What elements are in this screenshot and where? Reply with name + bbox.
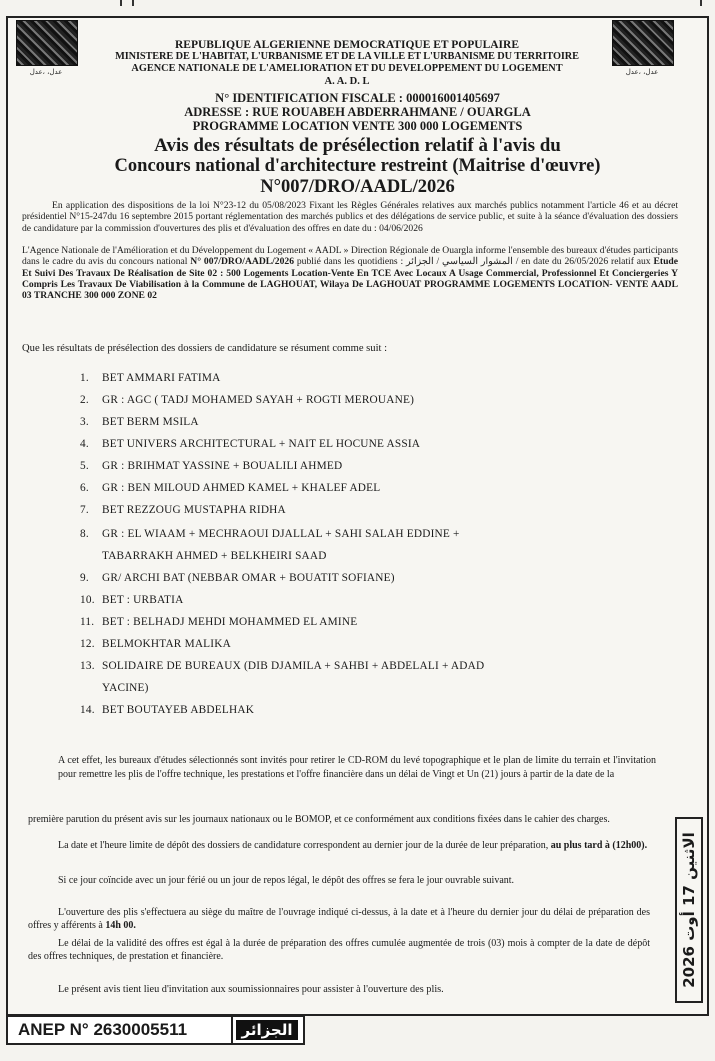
side-date-text: الاثنين 17 أوت 2026 <box>680 832 698 988</box>
list-item: 10. BET : URBATIA <box>80 594 184 606</box>
aadl-logo-left <box>16 20 76 76</box>
closing-p3-text: La date et l'heure limite de dépôt des dossiers de candidature correspondent au dernier jour de la durée de leur préparation, <box>58 840 551 851</box>
newspaper-logo <box>233 1015 305 1045</box>
closing-paragraph-2: première parution du présent avis sur les journaux nationaux ou le BOMOP, et ce conformément aux conditions fixées dans le cahier des charges. <box>28 814 610 825</box>
title-reference: N°007/DRO/AADL/2026 <box>260 177 455 197</box>
list-item: 9. GR/ ARCHI BAT (NEBBAR OMAR + BOUATIT SOFIANE) <box>80 572 395 584</box>
intro-p2-text <box>22 245 678 301</box>
list-item: 7. BET REZZOUG MUSTAPHA RIDHA <box>80 504 286 516</box>
logo-pattern-icon <box>612 20 674 66</box>
header-fiscal-id: N° IDENTIFICATION FISCALE : 000016001405697 <box>215 91 500 105</box>
intro-paragraph-3 <box>22 343 678 354</box>
top-edge-marks <box>0 0 715 6</box>
closing-paragraph-6: Le délai de la validité des offres est égal à la durée de préparation des offres cumulée augmentée de trois (03) mois à compter de la date de dépôt des offres techniques, de prestation et financière. <box>28 938 650 962</box>
intro-p1-text: En application des dispositions de la loi N°23-12 du 05/08/2023 Fixant les Règles Générales relatives aux marchés publics notamment l'article 46 et au décret présidentiel N°15-247du 16 septembre 2015 portant réglementation des marchés publics et des délégations de service public, et suite à la séance d'évaluation des dossiers de candidature par la commission d'ouvertures des plis et d'évaluation des offres en date du : 04/06/2026 <box>22 200 678 234</box>
list-item: 8. GR : EL WIAAM + MECHRAOUI DJALLAL + SAHI SALAH EDDINE + <box>80 528 460 540</box>
intro-p2-middle: publié dans les quotidiens : المشوار السياسي / الجزائر / en date du 26/05/2026 relatif aux <box>294 256 654 268</box>
list-item-8-continuation: TABARRAKH AHMED + BELKHEIRI SAAD <box>102 550 327 562</box>
intro-p3-text: Que les résultats de présélection des dossiers de candidature se résument comme suit : <box>22 343 388 354</box>
list-item-13-continuation: YACINE) <box>102 682 149 694</box>
list-item: 2. GR : AGC ( TADJ MOHAMED SAYAH + ROGTI MEROUANE) <box>80 394 415 406</box>
list-item: 12. BELMOKHTAR MALIKA <box>80 638 231 650</box>
intro-paragraph-1 <box>22 200 678 234</box>
header-republic: REPUBLIQUE ALGERIENNE DEMOCRATIQUE ET POPULAIRE <box>175 40 519 51</box>
closing-paragraph-7: Le présent avis tient lieu d'invitation aux soumissionnaires pour assister à l'ouverture des plis. <box>58 984 444 995</box>
list-item: 6. GR : BEN MILOUD AHMED KAMEL + KHALEF ADEL <box>80 482 381 494</box>
intro-p2-start: L'Agence Nationale de l'Amélioration et du Développement du Logement « AADL » Direction Régionale de Ouargla informe l'ensemble des bureaux d'études participants dans le cadre du avis du concours national <box>22 245 678 268</box>
list-item: 14. BET BOUTAYEB ABDELHAK <box>80 704 255 716</box>
closing-paragraph-3 <box>28 840 650 853</box>
header-acronym: A. A. D. L <box>324 77 370 87</box>
header-agency: AGENCE NATIONALE DE L'AMELIORATION ET DU DEVELOPPEMENT DU LOGEMENT <box>131 64 563 74</box>
title-line-2: Concours national d'architecture restreint (Maitrise d'œuvre) <box>114 156 601 176</box>
header-ministry: MINISTERE DE L'HABITAT, L'URBANISME ET DE LA VILLE ET L'URBANISME DU TERRITOIRE <box>115 52 579 62</box>
logo-caption-right: عدل، ،عدل <box>625 68 659 76</box>
closing-paragraph-4: Si ce jour coïncide avec un jour férié ou un jour de repos légal, le dépôt des offres se fera le jour ouvrable suivant. <box>58 875 515 886</box>
title-line-1: Avis des résultats de présélection relatif à l'avis du <box>154 135 561 156</box>
intro-p2-project: Etude Et Suivi Des Travaux De Réalisation de Site 02 : 500 Logements Location-Vente En TCE Avec Locaux A Usage Commercial, Professionnel Et Conciergeries Y Compris Les Travaux De Viabilisation à la Commune de LAGHOUAT, Wilaya De LAGHOUAT PROGRAMME LOGEMENTS LOCATION- VENTE AADL 03 TRANCHE 300 000 ZONE 02 <box>22 256 678 302</box>
list-item: 3. BET BERM MSILA <box>80 416 199 428</box>
list-item: 11. BET : BELHADJ MEHDI MOHAMMED EL AMINE <box>80 616 358 628</box>
closing-paragraph-1: A cet effet, les bureaux d'études sélectionnés sont invités pour retirer le CD-ROM du levé topographique et le plan de limite du terrain et l'invitation pour remettre les plis de l'offre technique, les prestations et l'offre financière dans un délai de Vingt et Un (21) jours à partir de la date de la <box>58 755 656 780</box>
header-address: ADRESSE : RUE ROUABEH ABDERRAHMANE / OUARGLA <box>184 105 531 119</box>
intro-p2-reference: N° 007/DRO/AADL/2026 <box>190 256 294 268</box>
side-date-box <box>675 817 703 1003</box>
logo-caption-left: عدل، ،عدل <box>29 68 63 76</box>
aadl-logo-right <box>612 20 672 76</box>
logo-pattern-icon <box>16 20 78 66</box>
list-item: 4. BET UNIVERS ARCHITECTURAL + NAIT EL HOCUNE ASSIA <box>80 438 421 450</box>
closing-p5-time: 14h 00. <box>105 919 136 931</box>
list-item: 5. GR : BRIHMAT YASSINE + BOUALILI AHMED <box>80 460 343 472</box>
closing-paragraph-5 <box>28 907 650 932</box>
anep-number: ANEP N° 2630005511 <box>6 1015 233 1045</box>
closing-p5-text: L'ouverture des plis s'effectuera au siège du maître de l'ouvrage indiqué ci-dessus, à la date et à l'heure du dernier jour du délai de préparation des offres y afférents à <box>28 907 650 931</box>
closing-p3-deadline: au plus tard à (12h00). <box>550 840 648 851</box>
intro-paragraph-2 <box>22 245 678 301</box>
list-item: 1. BET AMMARI FATIMA <box>80 372 221 384</box>
list-item: 13. SOLIDAIRE DE BUREAUX (DIB DJAMILA + SAHBI + ABDELALI + ADAD <box>80 660 485 672</box>
newspaper-logo-text: الجزائر <box>236 1020 298 1040</box>
header-program: PROGRAMME LOCATION VENTE 300 000 LOGEMENTS <box>192 119 523 133</box>
